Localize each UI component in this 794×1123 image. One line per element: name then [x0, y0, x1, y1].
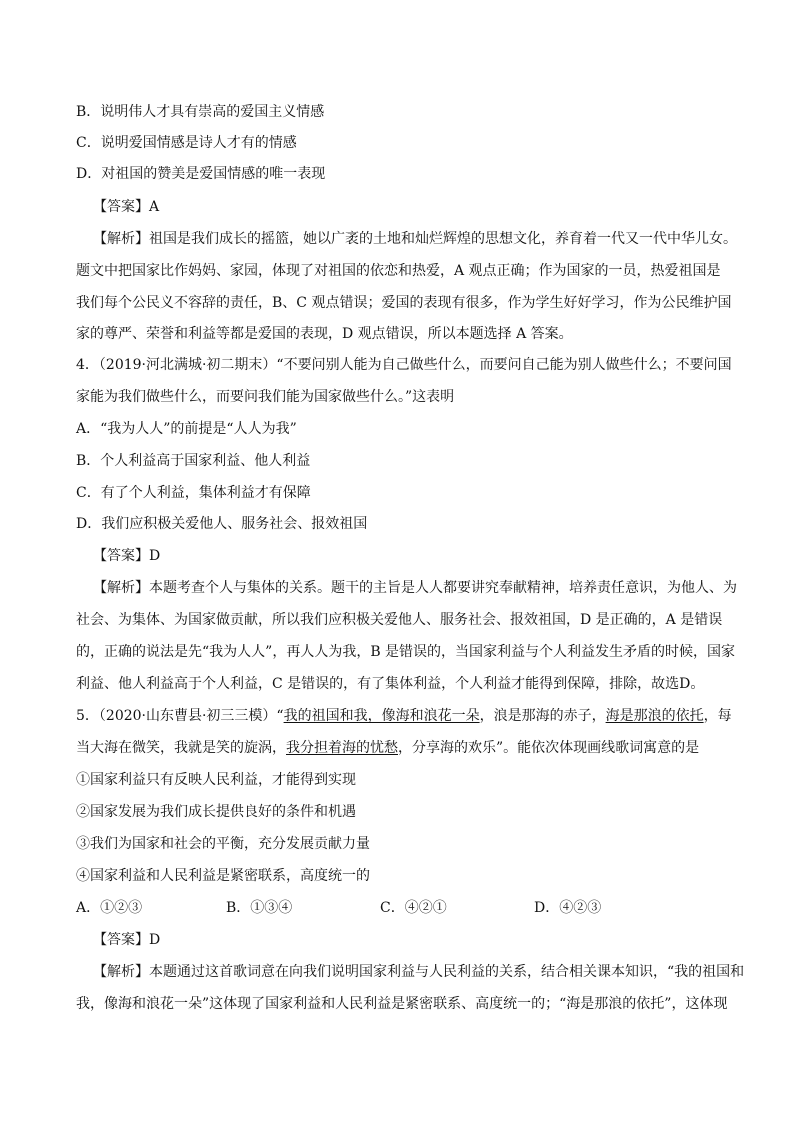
- q4-analysis-line-4: 利益、他人利益高于个人利益，C 是错误的，有了集体利益，个人利益才能得到保障，排除，故选D。: [76, 676, 705, 692]
- q5-choice-d: D．④②③: [534, 900, 602, 916]
- q5-answer: 【答案】D: [93, 932, 161, 948]
- q3-analysis-line-1: 【解析】祖国是我们成长的摇篮，她以广袤的土地和灿烂辉煌的思想文化，养育着一代又一代中华儿女。: [93, 231, 737, 247]
- q3-analysis-line-4: 家的尊严、荣誉和利益等都是爱国的表现，D 观点错误，所以本题选择 A 答案。: [76, 326, 573, 342]
- q4-option-b: B．个人利益高于国家利益、他人利益: [76, 453, 311, 469]
- q3-analysis-line-3: 我们每个公民义不容辞的责任，B、C 观点错误；爱国的表现有很多，作为学生好好学习，作为公民维护国: [76, 295, 732, 311]
- q5-stem-line-1: [76, 707, 732, 725]
- q4-stem-line-2: 家能为我们做些什么，而要问我们能为国家做些什么。”这表明: [76, 389, 455, 405]
- q5-item-3: ③我们为国家和社会的平衡，充分发展贡献力量: [76, 836, 370, 852]
- q4-option-d: D．我们应积极关爱他人、服务社会、报效祖国: [76, 516, 368, 532]
- q5-item-2: ②国家发展为我们成长提供良好的条件和机遇: [76, 804, 356, 820]
- q5-underlined-lyric-2: 海是那浪的依托: [605, 708, 704, 724]
- q4-option-c: C．有了个人利益，集体利益才有保障: [76, 485, 311, 501]
- q4-analysis-line-2: 社会、为集体、为国家做贡献，所以我们应积极关爱他人、服务社会、报效祖国，D 是正确的，A 是错误: [76, 612, 723, 628]
- q5-stem-line-2: [76, 739, 699, 757]
- q5-item-1: ①国家利益只有反映人民利益，才能得到实现: [76, 772, 356, 788]
- q5-underlined-lyric-3: 我分担着海的忧愁: [286, 740, 398, 756]
- q5-choice-a: A．①②③: [76, 900, 143, 916]
- q4-stem-line-1: 4．（2019·河北满城·初二期末）“不要问别人能为自己做些什么，而要问自己能为别人做些什么；不要问国: [76, 357, 732, 373]
- q4-analysis-line-3: 的，正确的说法是先“我为人人”，再人人为我，B 是错误的，当国家利益与个人利益发生矛盾的时候，国家: [76, 644, 736, 660]
- q4-answer: 【答案】D: [93, 548, 161, 564]
- q5-underlined-lyric-1: 我的祖国和我，像海和浪花一朵: [283, 708, 480, 724]
- q5-stem-text: ，分享海的欢乐”。能依次体现画线歌词寓意的是: [398, 740, 700, 756]
- q3-analysis-line-2: 题文中把国家比作妈妈、家园，体现了对祖国的依恋和热爱，A 观点正确；作为国家的一员，热爱祖国是: [76, 263, 721, 279]
- q3-option-c: C．说明爱国情感是诗人才有的情感: [76, 135, 297, 151]
- q5-choice-c: C．④②①: [380, 900, 447, 916]
- q5-item-4: ④国家利益和人民利益是紧密联系，高度统一的: [76, 868, 370, 884]
- q5-stem-text: 5．（2020·山东曹县·初三三模）“: [76, 708, 284, 724]
- q5-stem-text: ，浪是那海的赤子，: [479, 708, 606, 724]
- q5-analysis-line-2: 我，像海和浪花一朵”这体现了国家利益和人民利益是紧密联系、高度统一的；“海是那浪的依托”，这体现: [76, 996, 728, 1012]
- q3-answer: 【答案】A: [93, 199, 160, 215]
- q5-stem-text: ，每: [703, 708, 732, 724]
- q5-analysis-line-1: 【解析】本题通过这首歌词意在向我们说明国家利益与人民利益的关系，结合相关课本知识，“我的祖国和: [93, 964, 745, 980]
- q5-stem-text: 当大海在微笑，我就是笑的旋涡，: [76, 740, 286, 756]
- q5-choice-b: B．①③④: [226, 900, 293, 916]
- q3-option-b: B．说明伟人才具有崇高的爱国主义情感: [76, 104, 325, 120]
- q4-analysis-line-1: 【解析】本题考查个人与集体的关系。题干的主旨是人人都要讲究奉献精神，培养责任意识，为他人、为: [93, 580, 737, 596]
- q3-option-d: D．对祖国的赞美是爱国情感的唯一表现: [76, 166, 326, 182]
- q4-option-a: A．“我为人人”的前提是“人人为我”: [76, 421, 297, 437]
